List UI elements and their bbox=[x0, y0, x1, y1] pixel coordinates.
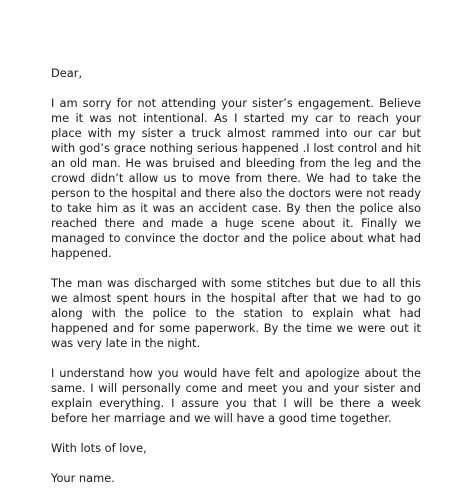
letter-paragraph-3: I understand how you would have felt and apologize about the same. I will personally come and meet you and your sister and explain everything. I assure you that I will be there a week before her marriage and we will have a good time together. bbox=[51, 366, 421, 425]
letter-signature: Your name. bbox=[51, 471, 115, 485]
letter-salutation: Dear, bbox=[51, 66, 83, 80]
letter-body bbox=[51, 66, 421, 501]
letter-closing: With lots of love, bbox=[51, 441, 147, 455]
letter-paragraph-1: I am sorry for not attending your sister’s engagement. Believe me it was not intentional. As I started my car to reach your place with my sister a truck almost rammed into our car but with god’s grace nothing serious happened .I lost control and hit an old man. He was bruised and bleeding from the leg and the crowd didn’t allow us to move from there. We had to take the person to the hospital and there also the doctors were not ready to take him as it was an accident case. By then the police also reached there and made a huge scene about it. Finally we managed to convince the doctor and the police about what had happened. bbox=[51, 96, 421, 260]
letter-paragraph-2: The man was discharged with some stitches but due to all this we almost spent hours in the hospital after that we had to go along with the police to the station to explain what had happened and for some paperwork. By the time we were out it was very late in the night. bbox=[51, 276, 421, 350]
